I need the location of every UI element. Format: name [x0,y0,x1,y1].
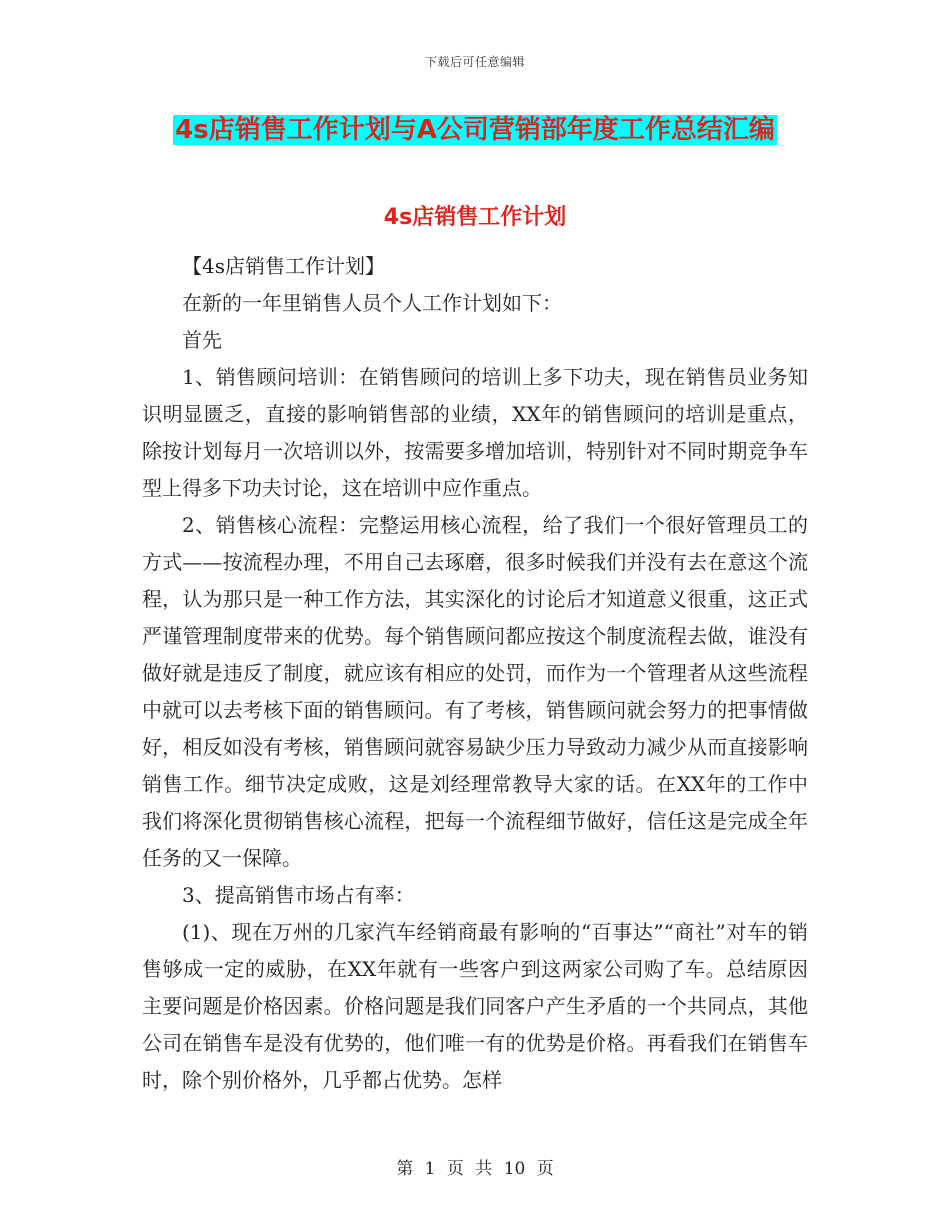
page-number: 第 1 页 共 10 页 [396,1159,554,1179]
paragraph-item-3-1: (1)、现在万州的几家汽车经销商最有影响的“百事达”“商社”对车的销售够成一定的威胁，在XX年就有一些客户到这两家公司购了车。总结原因主要问题是价格因素。价格问题是我们同客户产生矛盾的一个共同点，其他公司在销售车是没有优势的，他们唯一有的优势是价格。再看我们在销售车时，除个别价格外，几乎都占优势。怎样 [142,920,808,1092]
paragraph-item-2: 2、销售核心流程：完整运用核心流程，给了我们一个很好管理员工的方式——按流程办理，不用自己去琢磨，很多时候我们并没有去在意这个流程，认为那只是一种工作方法，其实深化的讨论后才知道意义很重，这正式严谨管理制度带来的优势。每个销售顾问都应按这个制度流程去做，谁没有做好就是违反了制度，就应该有相应的处罚，而作为一个管理者从这些流程中就可以去考核下面的销售顾问。有了考核，销售顾问就会努力的把事情做好，相反如没有考核，销售顾问就容易缺少压力导致动力减少从而直接影响销售工作。细节决定成败，这是刘经理常教导大家的话。在XX年的工作中我们将深化贯彻销售核心流程，把每一个流程细节做好，信任这是完成全年任务的又一保障。 [142,513,808,870]
page-header-note: 下载后可任意编辑 [424,55,525,69]
paragraph-item-1: 1、销售顾问培训：在销售顾问的培训上多下功夫，现在销售员业务知识明显匮乏，直接的影响销售部的业绩，XX年的销售顾问的培训是重点，除按计划每月一次培训以外，按需要多增加培训，特别针对不同时期竞争车型上得多下功夫讨论，这在培训中应作重点。 [142,365,808,500]
document-title [0,112,950,148]
paragraph-item-3: 3、提高销售市场占有率： [182,883,415,907]
document-title-text: 4s店销售工作计划与A公司营销部年度工作总结汇编 [175,115,775,145]
paragraph-first: 首先 [182,328,222,352]
section-title: 4s店销售工作计划 [383,205,567,230]
paragraph-intro: 在新的一年里销售人员个人工作计划如下： [182,291,562,315]
document-body [142,248,808,1099]
paragraph-heading: 【4s店销售工作计划】 [182,254,385,278]
